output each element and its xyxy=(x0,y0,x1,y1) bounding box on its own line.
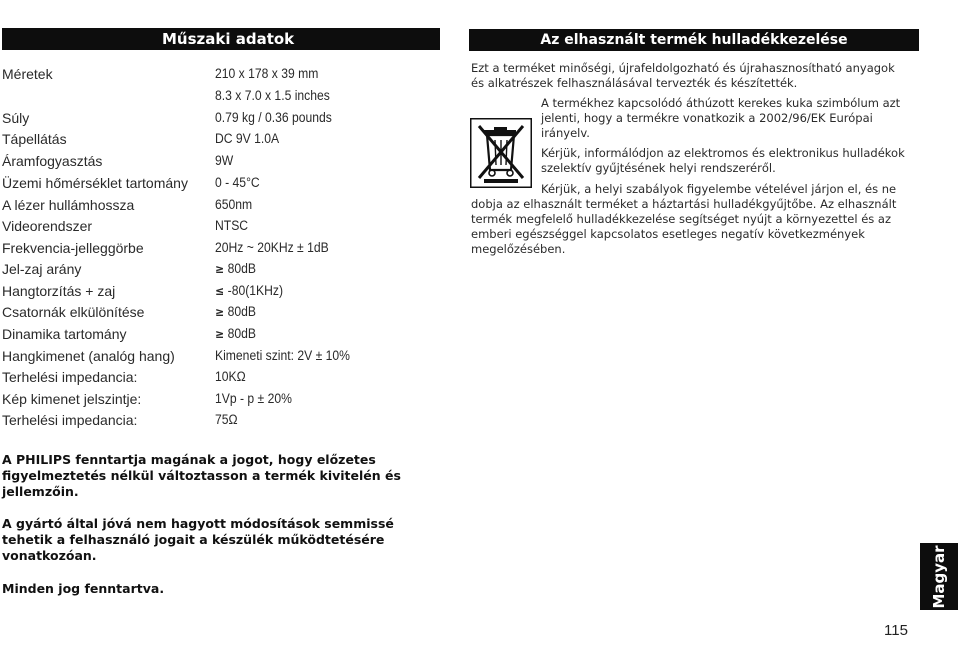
spec-value xyxy=(215,304,256,320)
spec-label: Súly xyxy=(2,110,30,126)
spec-value xyxy=(215,88,330,104)
spec-value xyxy=(215,326,256,342)
crossed-out-wheelie-bin-icon xyxy=(470,118,532,188)
spec-value xyxy=(215,153,233,169)
page-number: 115 xyxy=(884,622,908,639)
spec-label: Videorendszer xyxy=(2,218,93,234)
spec-label: Hangkimenet (analóg hang) xyxy=(2,348,175,364)
all-rights-reserved: Minden jog fenntartva. xyxy=(2,581,165,596)
spec-value xyxy=(215,66,318,82)
spec-value xyxy=(215,412,238,428)
spec-label: Áramfogyasztás xyxy=(2,153,103,169)
bin-symbol-paragraph: A termékhez kapcsolódó áthúzott kerekes kuka szimbólum azt jelenti, hogy a termékre vonatkozik a 2002/96/EK Európai irányelv. xyxy=(541,96,901,140)
spec-label: Terhelési impedancia: xyxy=(2,412,138,428)
spec-value-text: DC 9V 1.0A xyxy=(215,131,280,146)
modification-notice: A gyártó által jóvá nem hagyott módosítások semmissé tehetik a felhasználó jogait a készülék működtetésére vonatkozóan. xyxy=(2,516,394,563)
comparison-symbol: ≥ xyxy=(215,305,225,319)
collection-info-paragraph: Kérjük, informálódjon az elektromos és elektronikus hulladékok szelektív gyűjtésének helyi rendszeréről. xyxy=(541,146,905,175)
spec-value-text: 75Ω xyxy=(215,412,238,427)
philips-rights-notice: A PHILIPS fenntartja magának a jogot, hogy előzetes figyelmeztetés nélkül változtasson a termék kivitelén és jellemzőin. xyxy=(2,452,401,499)
spec-label: Méretek xyxy=(2,66,53,82)
spec-value xyxy=(215,348,350,364)
spec-label: Hangtorzítás + zaj xyxy=(2,283,116,299)
spec-value xyxy=(215,110,332,126)
disposal-intro: Ezt a terméket minőségi, újrafeldolgozható és újrahasznosítható anyagok és alkatrészek felhasználásával tervezték és készítették. xyxy=(471,61,895,90)
spec-value-text: 210 x 178 x 39 mm xyxy=(215,66,319,81)
spec-value-text: 8.3 x 7.0 x 1.5 inches xyxy=(215,88,330,103)
spec-value xyxy=(215,240,329,256)
comparison-symbol: ≤ xyxy=(215,284,225,298)
spec-value xyxy=(215,218,248,234)
language-tab-label: Magyar xyxy=(930,544,948,609)
disposal-rules-paragraph: Kérjük, a helyi szabályok figyelembe vételével járjon el, és ne dobja az elhasznált terméket a háztartási hulladékgyűjtőbe. Az elhasznált termék megfelelő hulladékkezelése segítséget nyújt a környezettel és az emberi egészséggel kapcsolatos esetleges negatív következmények megelőzésében. xyxy=(471,182,897,256)
spec-value-text: 650nm xyxy=(215,197,253,212)
spec-label: Dinamika tartomány xyxy=(2,326,127,342)
spec-value xyxy=(215,369,246,385)
spec-value xyxy=(215,391,292,407)
spec-value-text: 0.79 kg / 0.36 pounds xyxy=(215,110,332,125)
specs-header: Műszaki adatok xyxy=(2,28,440,50)
comparison-symbol: ≥ xyxy=(215,327,225,341)
spec-value xyxy=(215,197,252,213)
spec-value xyxy=(215,175,260,191)
spec-value-text: 10KΩ xyxy=(215,369,246,384)
spec-value-text: 80dB xyxy=(227,326,257,341)
spec-value xyxy=(215,283,283,299)
spec-value-text: 0 - 45°C xyxy=(215,175,260,190)
comparison-symbol: ≥ xyxy=(215,262,225,276)
spec-value-text: 9W xyxy=(215,153,234,168)
spec-value xyxy=(215,131,279,147)
spec-value-text: 80dB xyxy=(227,304,257,319)
spec-label: A lézer hullámhossza xyxy=(2,197,135,213)
spec-label: Csatornák elkülönítése xyxy=(2,304,145,320)
spec-value-text: -80(1KHz) xyxy=(227,283,284,298)
language-tab xyxy=(920,543,958,610)
spec-value-text: Kimeneti szint: 2V ± 10% xyxy=(215,348,350,363)
spec-value-text: 1Vp - p ± 20% xyxy=(215,391,292,406)
spec-value-text: 20Hz ~ 20KHz ± 1dB xyxy=(215,240,329,255)
disposal-header: Az elhasznált termék hulladékkezelése xyxy=(469,29,919,51)
spec-value-text: NTSC xyxy=(215,218,249,233)
spec-label: Jel-zaj arány xyxy=(2,261,82,277)
spec-value xyxy=(215,261,256,277)
spec-label: Tápellátás xyxy=(2,131,67,147)
spec-label: Terhelési impedancia: xyxy=(2,369,138,385)
spec-label: Üzemi hőmérséklet tartomány xyxy=(2,175,188,191)
spec-value-text: 80dB xyxy=(227,261,257,276)
spec-label: Kép kimenet jelszintje: xyxy=(2,391,142,407)
spec-label: Frekvencia-jelleggörbe xyxy=(2,240,144,256)
